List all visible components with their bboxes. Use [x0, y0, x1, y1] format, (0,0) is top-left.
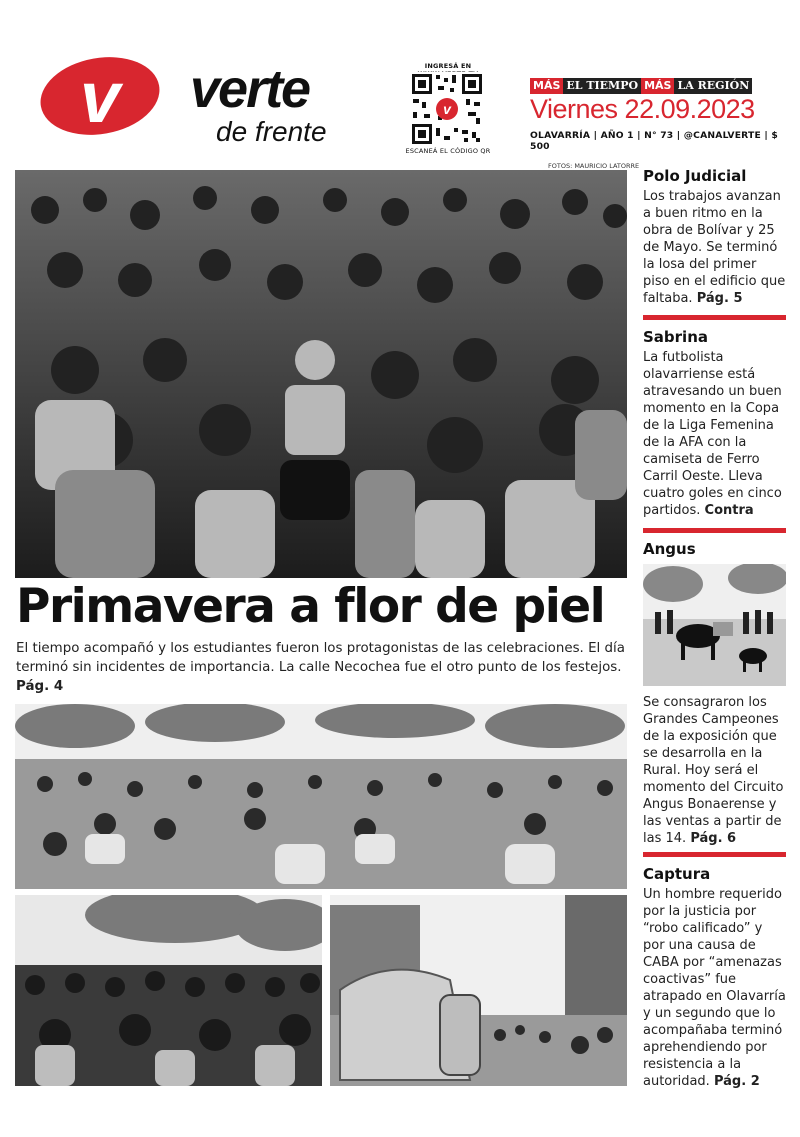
sidebar-title: Captura: [643, 865, 711, 883]
sidebar-page-ref[interactable]: Pág. 6: [690, 831, 737, 846]
strip-el-tiempo: EL TIEMPO: [563, 78, 641, 94]
photo-credit: FOTOS: MAURICIO LATORRE: [548, 162, 640, 170]
sidebar-text: Los trabajos avanzan a buen ritmo en la obra de Bolívar y 25 de Mayo. Se terminó la losa del primer piso en el edificio que faltaba. Pág. 5: [643, 189, 786, 306]
angus-photo: [643, 564, 786, 686]
sidebar-text: Un hombre requerido por la justicia por “robo calificado” y por una causa de CABA por “amenazas coactivas” fue atrapado en Olavarría y un segundo que lo acompañaba terminó aprehendiendo por resistencia a la autoridad. Pág. 2: [643, 887, 786, 1089]
sidebar-page-ref[interactable]: Pág. 2: [713, 1074, 760, 1089]
street-crowd-photo: [15, 895, 322, 1086]
strip-mas-2: MÁS: [641, 78, 674, 94]
divider: [643, 315, 786, 320]
sidebar-item-angus: [643, 539, 786, 559]
svg-text:v: v: [79, 58, 121, 138]
sidebar-page-ref[interactable]: Contra: [704, 503, 754, 518]
main-photo-crowd: [15, 170, 627, 578]
sidebar-text: Se consagraron los Grandes Campeones de la exposición que se desarrolla en la Rural. Hoy será el momento del Circuito Angus Bonaerense y las ventas a partir de las 14. Pág. 6: [643, 695, 784, 846]
logo-wordmark: verte: [190, 59, 310, 119]
sidebar-title: Sabrina: [643, 328, 709, 346]
sidebar-item-polo-judicial: [643, 166, 786, 307]
lead-text: El tiempo acompañó y los estudiantes fueron los protagonistas de las celebraciones. El día terminó sin incidentes de importancia. La calle Necochea fue el otro punto de los festejos.: [16, 641, 625, 675]
sidebar-item-angus-text: [643, 692, 786, 847]
strip-la-region: LA REGIÓN: [674, 78, 752, 94]
strip-mas-1: MÁS: [530, 78, 563, 94]
svg-text:v: v: [443, 101, 451, 117]
park-photo: [15, 704, 627, 889]
sidebar-title: Angus: [643, 540, 696, 558]
divider: [643, 528, 786, 533]
edition-line: OLAVARRÍA | AÑO 1 | N° 73 | @CANALVERTE | $ 500: [530, 130, 778, 152]
section-strip: [530, 78, 752, 94]
sidebar-page-ref[interactable]: Pág. 5: [696, 291, 743, 306]
divider: [643, 852, 786, 857]
sidebar-item-sabrina: [643, 327, 786, 519]
qr-caption-top: INGRESÁ EN: [424, 62, 472, 70]
logo-subtitle: de frente: [216, 116, 327, 147]
main-headline: Primavera a flor de piel: [16, 579, 605, 634]
lead-page-ref[interactable]: Pág. 4: [16, 679, 64, 694]
qr-caption-bottom: ESCANEÁ EL CÓDIGO QR: [405, 147, 491, 155]
qr-code[interactable]: [410, 72, 484, 146]
sidebar-item-captura: [643, 864, 786, 1090]
issue-date: Viernes 22.09.2023: [530, 94, 755, 124]
necochea-street-photo: [330, 895, 627, 1086]
sidebar-title: Polo Judicial: [643, 167, 747, 185]
main-lead: [16, 639, 628, 696]
sidebar-text: La futbolista olavarriense está atravesando un buen momento en la Copa de la Liga Femenina de la AFA con la camiseta de Ferro Carril Oeste. Lleva cuatro goles en cinco partidos. Contra: [643, 350, 782, 518]
